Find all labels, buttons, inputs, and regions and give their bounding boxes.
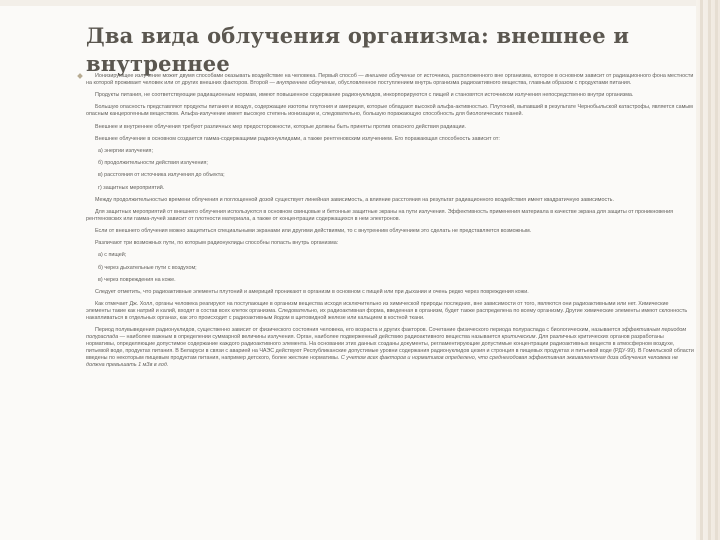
list-item: [86, 252, 694, 259]
text-run: , обусловленное поступлением внутрь организма радиоактивного вещества, главным образом с продуктами питания.: [335, 80, 632, 86]
text-run: а) с пищей;: [98, 252, 127, 259]
slide-title: Два вида облучения организма: внешнее и внутреннее: [86, 23, 630, 77]
list-item: [86, 160, 694, 167]
text-run: Ионизирующее излучение может двумя способами оказывать воздействие на человека. Первый способ —: [95, 73, 366, 79]
text-run: Продукты питания, не соответствующие радиационным нормам, имеют повышенное содержание радионуклидов, инкорпорируются с пищей и становятся источником излучения непосредственно внутри организма.: [95, 92, 634, 99]
side-stripe: [700, 0, 703, 540]
slide-body: [86, 73, 694, 375]
list-item: [86, 185, 694, 192]
paragraph: [86, 209, 694, 223]
text-run: Период полувыведения радионуклидов, существенно зависит от физического состояния человека, его возраста и других факторов. Сочетание физического периода полураспада с биологическим, называется: [95, 327, 622, 334]
text-run: Различают три возможных пути, по которым радионуклиды способны попасть внутрь организма:: [95, 240, 339, 247]
text-run: в) расстояния от источника излучения до объекта;: [98, 172, 225, 179]
paragraph: [86, 240, 694, 247]
list-item: [86, 265, 694, 272]
text-run: г) защитных мероприятий.: [98, 184, 165, 191]
text-run: . Для различных критических органов разработаны нормативы, определяющие допустимое содержание каждого радиоактивного элемента. На основании этих данных созданы документы, регламентирующие допустимые концентрации радиоактивных веществ в атмосферном воздухе, питьевой воде, продуктах питания. В Беларуси в связи с аварией на ЧАЭС действуют Республиканские допустимые уровни содержания радионуклидов цезия и стронция в пищевых продуктах и питьевой воде (РДУ-99). В Гомельской области введены по некоторым пищевым продуктам питания, например детского, более жесткие нормативы.: [86, 334, 694, 362]
paragraph: [86, 92, 694, 99]
text-run: Следует отметить, что радиоактивные элементы плутоний и америций проникают в организм в основном с пищей или при дыхании и очень редко через повреждения кожи.: [95, 289, 529, 295]
bullet-icon: [77, 73, 83, 79]
paragraph: [86, 327, 694, 369]
text-run: б) через дыхательные пути с воздухом;: [98, 264, 197, 271]
text-run: Если от внешнего облучения можно защититься специальными экранами или другими действиями, то с внутренним облучением это сделать не представляется возможным.: [95, 228, 532, 235]
paragraph: [86, 289, 694, 296]
paragraph: [86, 197, 694, 204]
emphasis-text: внутреннее облучение: [276, 80, 336, 86]
side-stripe: [715, 0, 718, 540]
paragraph: [86, 73, 694, 87]
emphasis-text: эффективным периодом полураспада: [86, 327, 687, 341]
text-run: Как отмечает Дж. Холл, органы человека реагируют на поступающие в организм вещества исходя исключительно из химической природы последних, вне зависимости от того, являются они радиоактивными или нет. Химические элементы такие как натрий и калий, входят в состав всех клеток организма. Следовательно, их радиоактивная форма, введенная в организм, будет также распределена по всему организму. Другие химические элементы имеют склонность накапливаться в отдельных органах, как это происходит с радиоактивным йодом в щитовидной железе или кальцием в костной ткани.: [86, 301, 688, 322]
text-run: от источника, расположенного вне организма, которое в основном зависит от радиационного фона местности на которой проживает человек или от других внешних факторов. Второй —: [86, 73, 694, 86]
text-run: Между продолжительностью времени облучения и поглощенной дозой существует линейная зависимость, а влияние расстояния на результат радиационного воздействия имеет квадратичную зависимость.: [95, 196, 614, 203]
emphasis-text: С учетом всех факторов и нормативов определено, что среднегодовая эффективная эквивалентная доза облучения человека не должна превышать 1 мЗв в год.: [86, 355, 679, 369]
paragraph: [86, 228, 694, 235]
top-decoration: [0, 0, 696, 6]
emphasis-text: внешнее облучение: [365, 73, 416, 79]
list-item: [86, 148, 694, 155]
text-run: а) энергии излучения;: [98, 147, 153, 154]
text-run: — наиболее важным в определении суммарной величины излучения. Орган, наиболее подверженный действию радиоактивного вещества называется: [118, 334, 502, 341]
list-item: [86, 277, 694, 284]
text-run: Для защитных мероприятий от внешнего облучения используются в основном свинцовые и бетонные защитные экраны на пути излучения. Эффективность применения материала в качестве экрана для защиты от проникновения рентгеновских или гамма-лучей зависит от плотности материала, а также от концентрации содержащихся в нем электронов.: [86, 208, 674, 222]
side-decoration: [696, 0, 720, 540]
text-run: б) продолжительности действия излучения;: [98, 160, 208, 167]
text-run: Большую опасность представляют продукты питания и воздух, содержащие изотопы плутония и америция, которые обладают высокой альфа-активностью. Плутоний, выпавший в результате Чернобыльской катастрофы, является самым опасным канцерогенным веществом. Альфа-излучение имеет высокую степень ионизации и, следовательно, большую поражающую способность для биологических тканей.: [86, 104, 693, 118]
paragraph: [86, 136, 694, 143]
emphasis-text: критическим: [501, 334, 536, 341]
text-run: Внешнее облучение в основном создается гамма-содержащими радионуклидами, а также рентгеновским излучением. Его поражающая способность зависит от:: [95, 135, 500, 142]
text-run: Внешнее и внутреннее облучения требуют различных мер предосторожности, которые должны быть приняты против опасного действия радиации.: [95, 123, 466, 130]
paragraph: [86, 104, 694, 118]
side-stripe: [708, 0, 711, 540]
paragraph: [86, 124, 694, 131]
paragraph: [86, 301, 694, 322]
text-run: в) через повреждения на коже.: [98, 276, 176, 283]
list-item: [86, 172, 694, 179]
